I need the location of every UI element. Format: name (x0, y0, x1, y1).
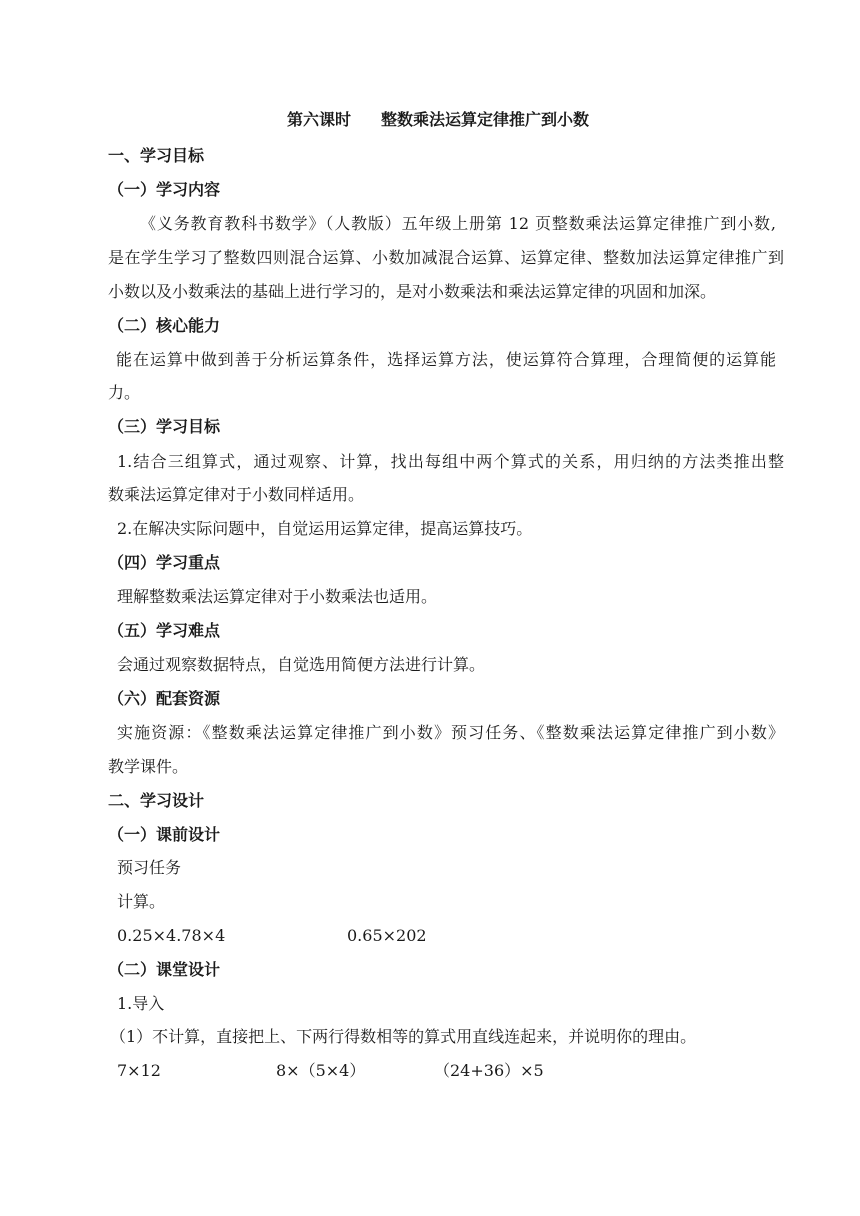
resources-heading: （六）配套资源 (108, 689, 221, 708)
learning-content-line-2: 是在学生学习了整数四则混合运算、小数加减混合运算、运算定律、整数加法运算定律推广到 (108, 248, 784, 267)
difficulty-heading: （五）学习难点 (108, 621, 221, 640)
intro-label: 1.导入 (117, 994, 165, 1013)
row-expression-3: （24+36）×5 (434, 1061, 544, 1080)
lesson-number: 第六课时 (287, 110, 352, 129)
learning-goal-heading: （三）学习目标 (108, 417, 221, 436)
learning-goal-line-3: 2.在解决实际问题中，自觉运用运算定律，提高运算技巧。 (117, 519, 533, 538)
section-2-heading: 二、学习设计 (108, 791, 205, 810)
core-ability-line-1: 能在运算中做到善于分析运算条件，选择运算方法，使运算符合算理，合理简便的运算能 (116, 350, 776, 369)
learning-goal-line-1: 1.结合三组算式，通过观察、计算，找出每组中两个算式的关系，用归纳的方法类推出整 (117, 452, 784, 471)
section-1-heading: 一、学习目标 (108, 146, 205, 165)
expression-2: 0.65×202 (347, 926, 427, 945)
learning-content-line-1: 《义务教育教科书数学》（人教版）五年级上册第 12 页整数乘法运算定律推广到小数, (140, 214, 776, 233)
resources-line-1: 实施资源：《整数乘法运算定律推广到小数》预习任务、《整数乘法运算定律推广到小数》 (117, 723, 784, 742)
learning-content-line-3: 小数以及小数乘法的基础上进行学习的，是对小数乘法和乘法运算定律的巩固和加深。 (108, 282, 717, 301)
core-ability-heading: （二）核心能力 (108, 316, 221, 335)
row-expression-2: 8×（5×4） (276, 1061, 366, 1080)
in-class-heading: （二）课堂设计 (108, 960, 221, 979)
difficulty-text: 会通过观察数据特点，自觉选用简便方法进行计算。 (117, 655, 486, 674)
calc-label: 计算。 (117, 892, 166, 911)
key-point-heading: （四）学习重点 (108, 553, 221, 572)
preview-task-label: 预习任务 (117, 858, 182, 877)
pre-class-heading: （一）课前设计 (108, 825, 221, 844)
learning-goal-line-2: 数乘法运算定律对于小数同样适用。 (108, 485, 365, 504)
key-point-text: 理解整数乘法运算定律对于小数乘法也适用。 (117, 587, 438, 606)
learning-content-heading: （一）学习内容 (108, 180, 221, 199)
resources-line-2: 教学课件。 (108, 757, 189, 776)
row-expression-1: 7×12 (117, 1061, 161, 1080)
expression-1: 0.25×4.78×4 (117, 926, 226, 945)
core-ability-line-2: 力。 (108, 383, 141, 402)
lesson-title (287, 110, 589, 130)
lesson-topic: 整数乘法运算定律推广到小数 (381, 110, 590, 129)
question-1: （1）不计算，直接把上、下两行得数相等的算式用直线连起来，并说明你的理由。 (110, 1027, 697, 1046)
